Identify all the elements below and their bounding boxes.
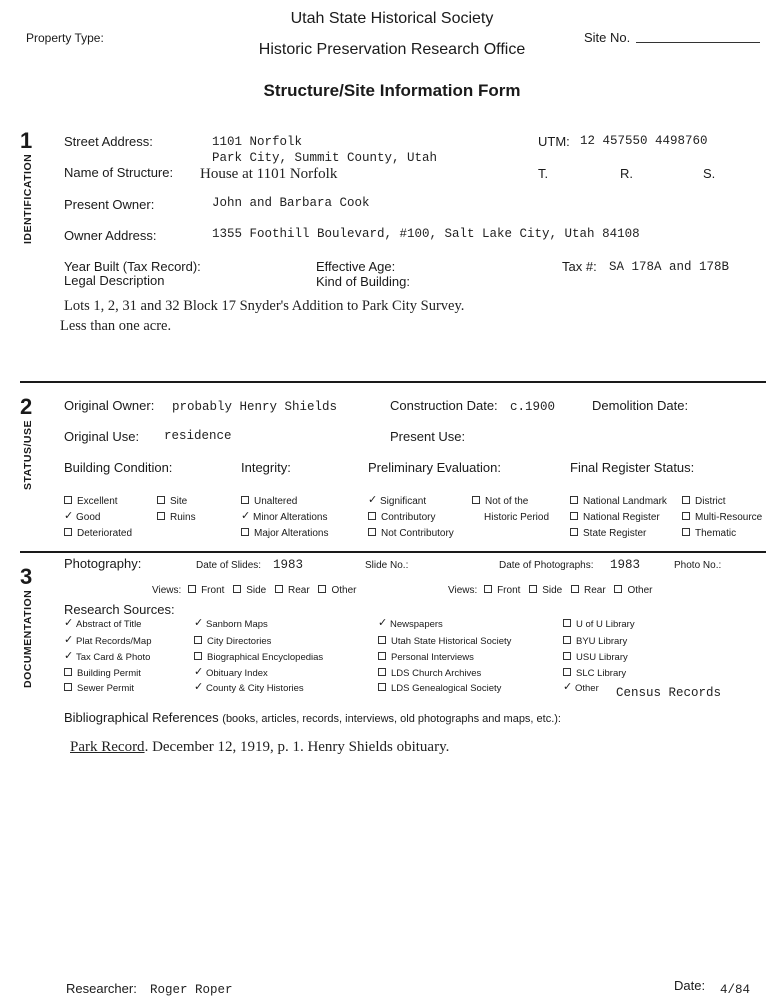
date-of-slides-value: 1983 xyxy=(273,558,304,572)
checkbox-icon xyxy=(378,652,386,660)
slide-view-front[interactable]: Front xyxy=(188,585,224,596)
section-label-documentation: DOCUMENTATION xyxy=(22,589,34,688)
check-mark-icon: ✓ xyxy=(563,681,573,694)
checkbox-icon xyxy=(188,585,196,593)
kind-of-building-label: Kind of Building: xyxy=(316,274,410,289)
source-abstract-of-title[interactable]: ✓ Abstract of Title xyxy=(64,617,142,630)
final-register-label: Final Register Status: xyxy=(570,460,695,475)
photo-view-side[interactable]: Side xyxy=(529,585,562,596)
checkbox-icon xyxy=(484,585,492,593)
photography-label: Photography: xyxy=(64,556,142,571)
demolition-date-label: Demolition Date: xyxy=(592,398,689,413)
present-owner-label: Present Owner: xyxy=(64,197,155,212)
checkbox-icon xyxy=(570,528,578,536)
slide-view-other[interactable]: Other xyxy=(318,585,356,596)
society-name: Utah State Historical Society xyxy=(290,10,494,27)
source-personal-interviews[interactable]: Personal Interviews xyxy=(378,652,474,663)
section-number-2: 2 xyxy=(20,394,33,419)
check-mark-icon: ✓ xyxy=(64,634,74,647)
section-divider-2 xyxy=(20,551,766,553)
checkbox-good[interactable]: ✓ Good xyxy=(64,510,101,523)
checkbox-minor-alterations[interactable]: ✓ Minor Alterations xyxy=(241,510,328,523)
checkbox-unaltered[interactable]: Unaltered xyxy=(241,496,297,507)
views-label: Views: xyxy=(152,585,182,596)
source-other[interactable]: ✓ Other xyxy=(563,681,599,694)
checkbox-icon xyxy=(682,512,690,520)
photo-view-rear[interactable]: Rear xyxy=(571,585,606,596)
source-tax-card[interactable]: ✓ Tax Card & Photo xyxy=(64,650,151,663)
date-value: 4/84 xyxy=(720,983,751,997)
checkbox-icon xyxy=(378,636,386,644)
checkbox-icon xyxy=(368,512,376,520)
source-city-directories[interactable]: City Directories xyxy=(194,636,271,647)
date-label: Date: xyxy=(674,978,706,993)
source-usu-library[interactable]: USU Library xyxy=(563,652,628,663)
checkbox-icon xyxy=(64,528,72,536)
slide-view-side[interactable]: Side xyxy=(233,585,266,596)
section-label-status: STATUS/USE xyxy=(22,420,34,490)
photo-view-front[interactable]: Front xyxy=(484,585,520,596)
street-address-value: 1101 Norfolk xyxy=(212,135,303,149)
date-of-photographs-value: 1983 xyxy=(610,558,641,572)
source-byu-library[interactable]: BYU Library xyxy=(563,636,627,647)
check-mark-icon: ✓ xyxy=(194,617,204,630)
source-building-permit[interactable]: Building Permit xyxy=(64,668,141,679)
section-number-1: 1 xyxy=(20,128,33,153)
bibliography-entry xyxy=(70,739,449,756)
checkbox-icon xyxy=(529,585,537,593)
effective-age-label: Effective Age: xyxy=(316,259,396,274)
source-biographical[interactable]: Biographical Encyclopedias xyxy=(194,652,323,663)
city-value: Park City, Summit County, Utah xyxy=(212,151,438,165)
bibliographical-references-hint: (books, articles, records, interviews, old photographs and maps, etc.): xyxy=(222,713,561,725)
checkbox-icon xyxy=(64,683,72,691)
legal-description-label: Legal Description xyxy=(64,273,165,288)
photo-no-label: Photo No.: xyxy=(674,560,722,571)
slide-view-rear[interactable]: Rear xyxy=(275,585,310,596)
slide-views xyxy=(152,585,356,596)
checkbox-site[interactable]: Site xyxy=(157,496,187,507)
source-sanborn-maps[interactable]: ✓ Sanborn Maps xyxy=(194,617,268,630)
checkbox-icon xyxy=(64,668,72,676)
slide-no-label: Slide No.: xyxy=(365,560,409,571)
bibliography-details: . December 12, 1919, p. 1. Henry Shields obituary. xyxy=(144,739,450,755)
checkbox-district[interactable]: District xyxy=(682,496,726,507)
checkbox-icon xyxy=(241,496,249,504)
section-label-identification: IDENTIFICATION xyxy=(22,153,34,244)
checkbox-icon xyxy=(378,668,386,676)
section-number-3: 3 xyxy=(20,564,33,589)
construction-date-value: c.1900 xyxy=(510,400,556,414)
source-u-of-u-library[interactable]: U of U Library xyxy=(563,619,635,630)
source-obituary-index[interactable]: ✓ Obituary Index xyxy=(194,666,268,679)
checkbox-icon xyxy=(157,496,165,504)
checkbox-icon xyxy=(233,585,241,593)
tax-number-value: SA 178A and 178B xyxy=(609,260,730,274)
checkbox-icon xyxy=(563,636,571,644)
street-address-label: Street Address: xyxy=(64,134,153,149)
source-county-city-histories[interactable]: ✓ County & City Histories xyxy=(194,681,304,694)
checkbox-multi-resource[interactable]: Multi-Resource xyxy=(682,512,762,523)
check-mark-icon: ✓ xyxy=(241,510,251,523)
check-mark-icon: ✓ xyxy=(64,617,74,630)
date-of-slides-label: Date of Slides: xyxy=(196,560,262,571)
construction-date-label: Construction Date: xyxy=(390,398,498,413)
photo-views xyxy=(448,585,652,596)
range-label: R. xyxy=(620,166,633,181)
bibliography-source: Park Record xyxy=(70,739,145,755)
checkbox-icon xyxy=(64,496,72,504)
source-sewer-permit[interactable]: Sewer Permit xyxy=(64,683,134,694)
check-mark-icon: ✓ xyxy=(194,666,204,679)
legal-description-line1: Lots 1, 2, 31 and 32 Block 17 Snyder's Addition to Park City Survey. xyxy=(64,298,465,314)
date-of-photographs-label: Date of Photographs: xyxy=(499,560,594,571)
utm-value: 12 457550 4498760 xyxy=(580,134,708,148)
original-owner-label: Original Owner: xyxy=(64,398,155,413)
photo-view-other[interactable]: Other xyxy=(614,585,652,596)
checkbox-icon xyxy=(275,585,283,593)
present-use-label: Present Use: xyxy=(390,429,466,444)
checkbox-icon xyxy=(318,585,326,593)
property-type-label: Property Type: xyxy=(26,31,104,45)
checkbox-icon xyxy=(682,528,690,536)
check-mark-icon: ✓ xyxy=(378,617,388,630)
checkbox-ruins[interactable]: Ruins xyxy=(157,512,196,523)
original-use-label: Original Use: xyxy=(64,429,140,444)
source-plat-records[interactable]: ✓ Plat Records/Map xyxy=(64,634,152,647)
section-divider-1 xyxy=(20,381,766,383)
views-label: Views: xyxy=(448,585,478,596)
building-condition-label: Building Condition: xyxy=(64,460,173,475)
legal-description-line2: Less than one acre. xyxy=(60,318,172,334)
bibliographical-references-label: Bibliographical References xyxy=(64,710,219,725)
checkbox-icon xyxy=(472,496,480,504)
check-mark-icon: ✓ xyxy=(194,681,204,694)
other-source-value: Census Records xyxy=(616,686,722,700)
checkbox-icon xyxy=(571,585,579,593)
checkbox-icon xyxy=(194,652,202,660)
checkbox-not-of-historic-period[interactable]: Not of the xyxy=(472,496,528,507)
source-utah-historical-society[interactable]: Utah State Historical Society xyxy=(378,636,511,647)
checkbox-icon xyxy=(570,496,578,504)
checkbox-deteriorated[interactable]: Deteriorated xyxy=(64,528,132,539)
checkbox-major-alterations[interactable]: Major Alterations xyxy=(241,528,328,539)
structure-name-value: House at 1101 Norfolk xyxy=(200,166,338,182)
present-owner-value: John and Barbara Cook xyxy=(212,196,370,210)
office-name: Historic Preservation Research Office xyxy=(258,41,526,58)
check-mark-icon: ✓ xyxy=(64,510,74,523)
checkbox-national-landmark[interactable]: National Landmark xyxy=(570,496,667,507)
source-newspapers[interactable]: ✓ Newspapers xyxy=(378,617,443,630)
checkbox-contributory[interactable]: Contributory xyxy=(368,512,435,523)
section-s-label: S. xyxy=(703,166,716,181)
checkbox-state-register[interactable]: State Register xyxy=(570,528,646,539)
checkbox-icon xyxy=(368,528,376,536)
structure-name-label: Name of Structure: xyxy=(64,165,174,180)
checkbox-icon xyxy=(614,585,622,593)
check-mark-icon: ✓ xyxy=(64,650,74,663)
checkbox-icon xyxy=(378,683,386,691)
checkbox-not-contributory[interactable]: Not Contributory xyxy=(368,528,454,539)
checkbox-icon xyxy=(682,496,690,504)
research-sources-label: Research Sources: xyxy=(64,602,175,617)
source-slc-library[interactable]: SLC Library xyxy=(563,668,626,679)
township-label: T. xyxy=(538,166,549,181)
checkbox-significant[interactable]: ✓ Significant xyxy=(368,494,427,507)
checkbox-icon xyxy=(563,619,571,627)
historic-period-text: Historic Period xyxy=(484,512,550,523)
preliminary-evaluation-label: Preliminary Evaluation: xyxy=(368,460,501,475)
checkbox-icon xyxy=(570,512,578,520)
checkbox-icon xyxy=(563,668,571,676)
owner-address-label: Owner Address: xyxy=(64,228,157,243)
source-lds-church-archives[interactable]: LDS Church Archives xyxy=(378,668,481,679)
form-title: Structure/Site Information Form xyxy=(263,81,521,100)
site-no-label: Site No. xyxy=(584,30,631,45)
researcher-label: Researcher: xyxy=(66,981,137,996)
checkbox-national-register[interactable]: National Register xyxy=(570,512,660,523)
original-owner-value: probably Henry Shields xyxy=(172,400,338,414)
utm-label: UTM: xyxy=(538,134,570,149)
check-mark-icon: ✓ xyxy=(368,494,378,507)
researcher-value: Roger Roper xyxy=(150,983,233,997)
bibliographical-references xyxy=(64,710,561,725)
checkbox-thematic[interactable]: Thematic xyxy=(682,528,736,539)
checkbox-icon xyxy=(157,512,165,520)
year-built-label: Year Built (Tax Record): xyxy=(64,259,201,274)
owner-address-value: 1355 Foothill Boulevard, #100, Salt Lake City, Utah 84108 xyxy=(212,227,640,241)
checkbox-excellent[interactable]: Excellent xyxy=(64,496,118,507)
checkbox-icon xyxy=(194,636,202,644)
tax-number-label: Tax #: xyxy=(562,259,597,274)
source-lds-genealogical[interactable]: LDS Genealogical Society xyxy=(378,683,501,694)
integrity-label: Integrity: xyxy=(241,460,291,475)
checkbox-icon xyxy=(563,652,571,660)
checkbox-icon xyxy=(241,528,249,536)
original-use-value: residence xyxy=(164,429,232,443)
